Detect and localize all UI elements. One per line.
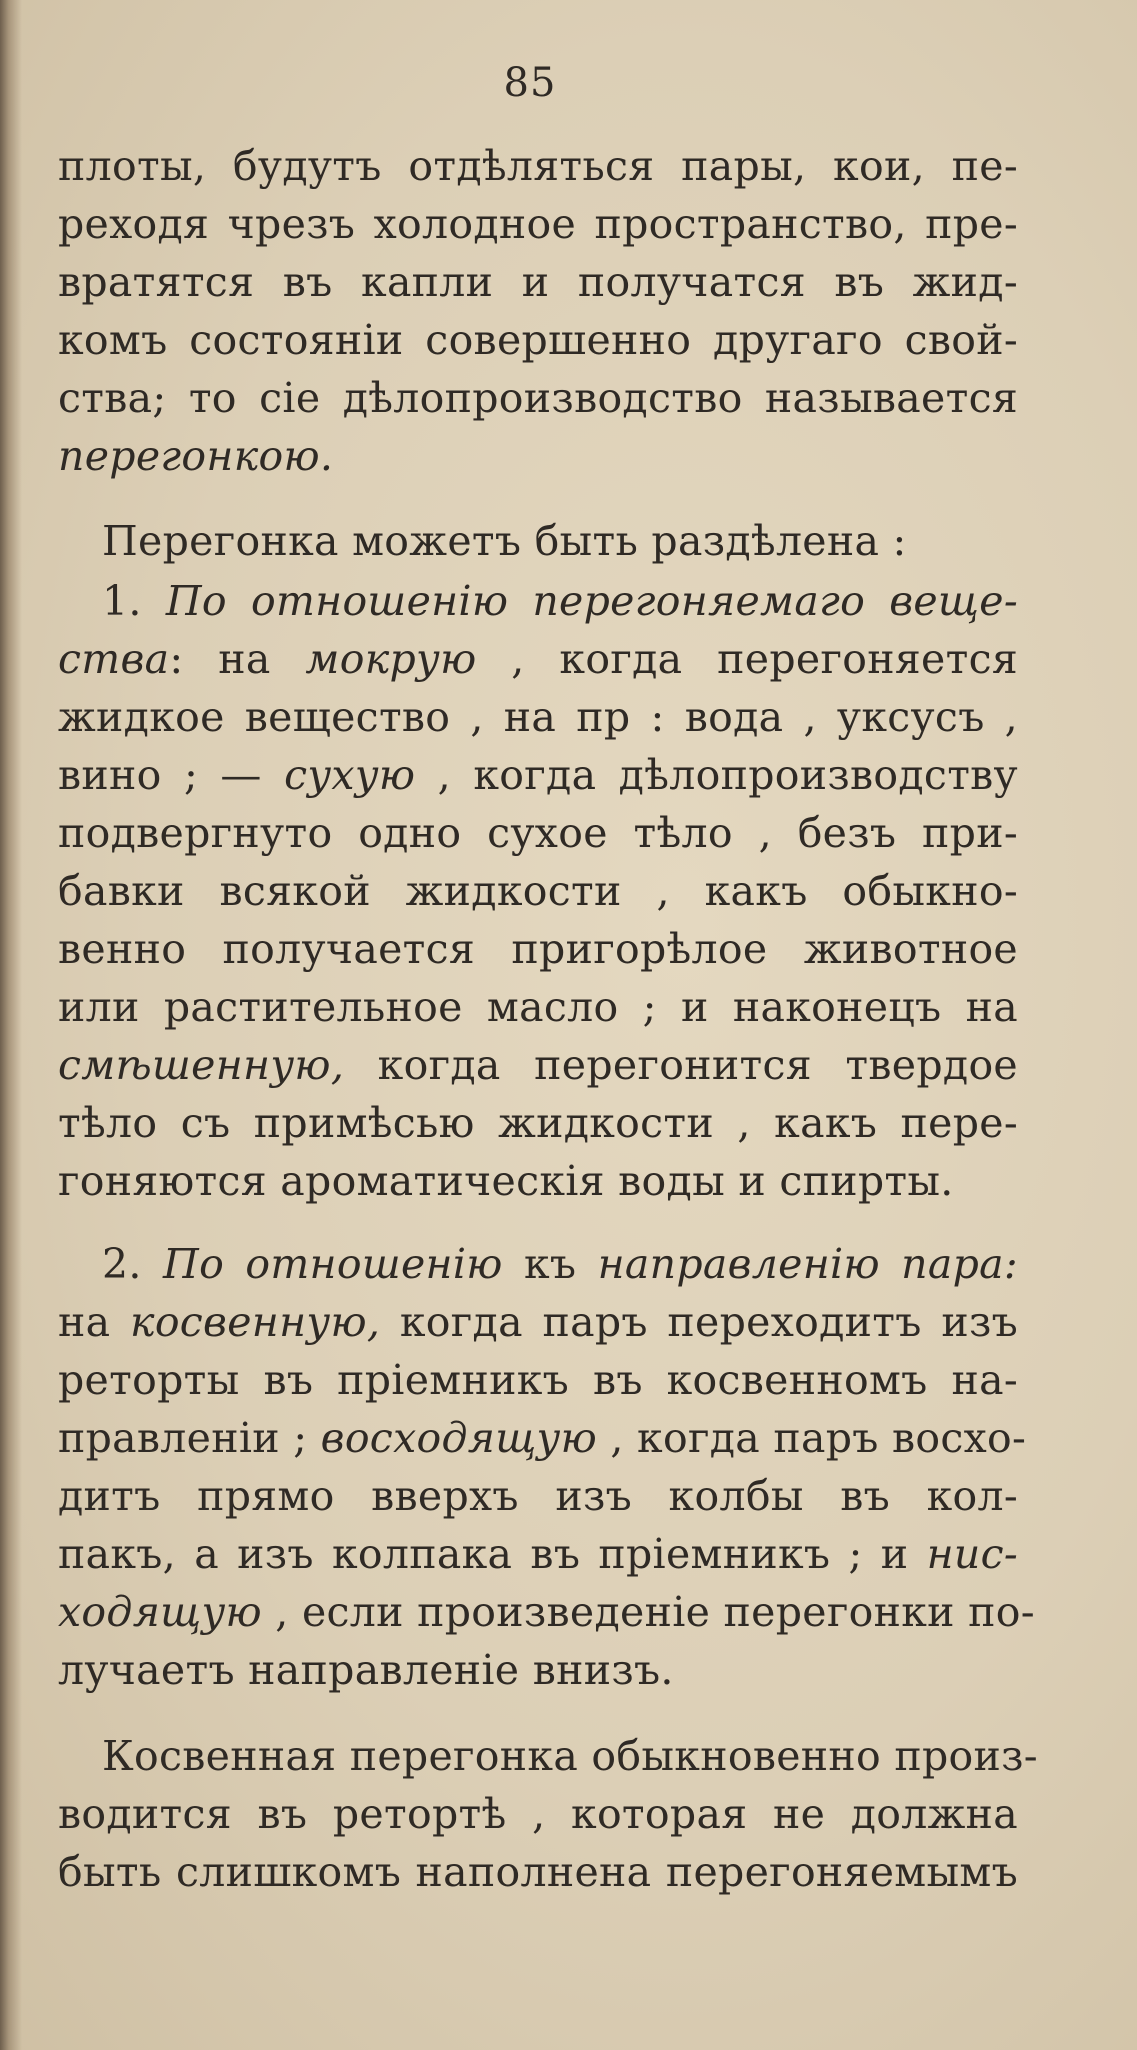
text-run: , когда паръ восхо-	[597, 1414, 1027, 1462]
text-run: быть слишкомъ наполнена перегоняемымъ	[58, 1848, 1018, 1896]
text-line	[58, 807, 1018, 859]
text-run: когда перегонится твердое	[344, 1041, 1018, 1089]
text-line	[58, 1155, 1018, 1207]
text-line	[58, 633, 1018, 685]
text-line	[58, 1354, 1018, 1406]
italic-term: нис-	[926, 1530, 1018, 1578]
text-line	[58, 1586, 1035, 1638]
italic-term: мокрую	[305, 635, 477, 683]
text-run: подвергнуто одно сухое тѣло , безъ при-	[58, 809, 1018, 857]
text-line	[58, 372, 1018, 424]
text-line	[58, 1470, 1018, 1522]
text-line	[58, 981, 1018, 1033]
italic-term: смѣшенную,	[58, 1041, 345, 1089]
text-line	[58, 923, 1018, 975]
text-run: вино ; —	[58, 751, 285, 799]
text-run: ства; то сiе дѣлопроизводство называется	[58, 374, 1018, 422]
text-run: венно получается пригорѣлое животное	[58, 925, 1018, 973]
text-line	[58, 140, 1018, 192]
italic-term: ства	[58, 635, 170, 683]
text-run: тѣло съ примѣсью жидкости , какъ пере-	[58, 1099, 1018, 1147]
italic-term: сухую	[284, 751, 416, 799]
text-line	[58, 1238, 1018, 1290]
text-line	[58, 1296, 1018, 1348]
text-run: жидкое вещество , на пр : вода , уксусъ ,	[58, 693, 1018, 741]
text-line	[58, 515, 1018, 567]
italic-term: направленiю пара:	[597, 1240, 1019, 1288]
italic-term: восходящую	[320, 1414, 598, 1462]
text-run: правленiи ;	[58, 1414, 321, 1462]
text-run: гоняются ароматическiя воды и спирты.	[58, 1157, 954, 1205]
text-line	[58, 575, 1018, 627]
text-line	[58, 749, 1018, 801]
text-run: пакъ, а изъ колпака въ прiемникъ ; и	[58, 1530, 927, 1578]
text-run: лучаетъ направленiе внизъ.	[58, 1646, 674, 1694]
text-line	[58, 1039, 1018, 1091]
text-line	[58, 1788, 1018, 1840]
italic-term: ходящую	[58, 1588, 262, 1636]
text-run: когда паръ переходитъ изъ	[380, 1298, 1018, 1346]
page-binding-edge	[0, 0, 22, 2050]
text-run: водится въ ретортѣ , которая не должна	[58, 1790, 1018, 1838]
text-run: , когда дѣлопроизводству	[415, 751, 1018, 799]
text-run: къ	[502, 1240, 598, 1288]
text-line	[58, 865, 1018, 917]
text-run: плоты, будутъ отдѣляться пары, кои, пе-	[58, 142, 1018, 190]
page-number: 85	[503, 60, 557, 106]
text-line	[58, 1528, 1018, 1580]
text-line	[58, 1412, 1027, 1464]
italic-term: По отношенiю перегоняемаго веще-	[165, 577, 1018, 625]
text-line	[58, 198, 1018, 250]
italic-term: косвенную,	[130, 1298, 381, 1346]
text-run: реходя чрезъ холодное пространство, пре-	[58, 200, 1018, 248]
text-run: : на	[169, 635, 306, 683]
text-run: бавки всякой жидкости , какъ обыкно-	[58, 867, 1018, 915]
text-run: Косвенная перегонка обыкновенно произ-	[102, 1732, 1038, 1780]
text-line	[58, 1730, 1038, 1782]
text-run: 2.	[102, 1240, 164, 1288]
text-run: дитъ прямо вверхъ изъ колбы въ кол-	[58, 1472, 1018, 1520]
text-run: , когда перегоняется	[476, 635, 1019, 683]
text-line	[58, 430, 1018, 482]
text-run: комъ состоянiи совершенно другаго свой-	[58, 316, 1018, 364]
text-line	[58, 1846, 1018, 1898]
text-run: вратятся въ капли и получатся въ жид-	[58, 258, 1018, 306]
text-run: на	[58, 1298, 131, 1346]
text-run: , если произведенiе перегонки по-	[261, 1588, 1035, 1636]
text-line	[58, 691, 1018, 743]
text-run: реторты въ прiемникъ въ косвенномъ на-	[58, 1356, 1018, 1404]
text-run: 1.	[102, 577, 166, 625]
text-line	[58, 256, 1018, 308]
text-run: Перегонка можетъ быть раздѣлена :	[102, 517, 907, 565]
italic-term: перегонкою.	[58, 432, 334, 480]
italic-term: По отношенiю	[163, 1240, 503, 1288]
text-line	[58, 1097, 1018, 1149]
text-line	[58, 1644, 1018, 1696]
text-run: или растительное масло ; и наконецъ на	[58, 983, 1018, 1031]
text-line	[58, 314, 1018, 366]
